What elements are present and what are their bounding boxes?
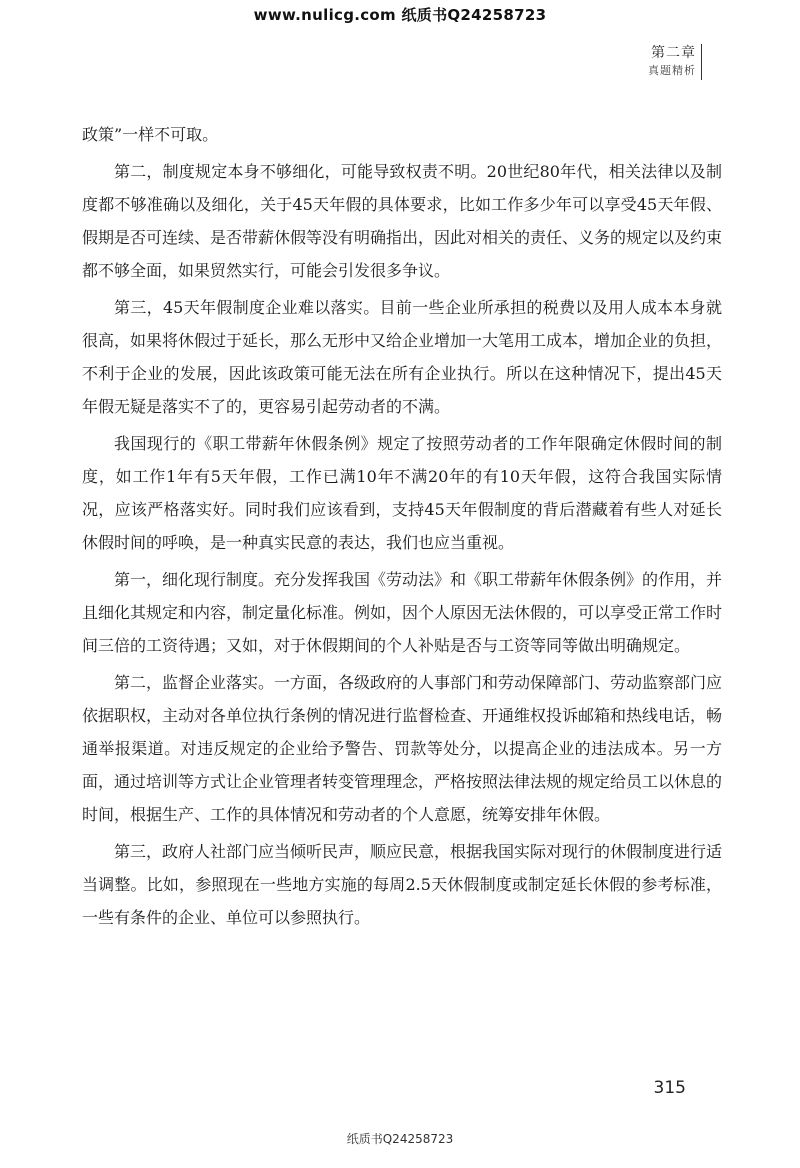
- paragraph: 我国现行的《职工带薪年休假条例》规定了按照劳动者的工作年限确定休假时间的制度，如工作1年有5天年假，工作已满10年不满20年的有10天年假，这符合我国实际情况，应该严格落实好。同时我们应该看到，支持45天年假制度的背后潜藏着有些人对延长休假时间的呼唤，是一种真实民意的表达，我们也应当重视。: [82, 434, 722, 552]
- page-number: 315: [653, 1078, 686, 1098]
- chapter-label: 第二章: [651, 45, 696, 61]
- header-divider: [701, 44, 702, 80]
- paragraph: 第三，45天年假制度企业难以落实。目前一些企业所承担的税费以及用人成本本身就很高，如果将休假过于延长，那么无形中又给企业增加一大笔用工成本，增加企业的负担，不利于企业的发展，因此该政策可能无法在所有企业执行。所以在这种情况下，提出45天年假无疑是落实不了的，更容易引起劳动者的不满。: [82, 298, 723, 416]
- bottom-watermark: 纸质书Q24258723: [346, 1132, 454, 1146]
- top-watermark: www.nulicg.com 纸质书Q24258723: [253, 6, 547, 24]
- paragraph-continuation: 政策”一样不可取。: [82, 125, 219, 144]
- running-head: [648, 44, 696, 80]
- paragraph: 第一，细化现行制度。充分发挥我国《劳动法》和《职工带薪年休假条例》的作用，并且细化其规定和内容，制定量化标准。例如，因个人原因无法休假的，可以享受正常工作时间三倍的工资待遇；又如，对于休假期间的个人补贴是否与工资等同等做出明确规定。: [82, 570, 723, 655]
- body-text: [82, 118, 722, 934]
- paragraph: 第二，监督企业落实。一方面，各级政府的人事部门和劳动保障部门、劳动监察部门应依据职权，主动对各单位执行条例的情况进行监督检查、开通维权投诉邮箱和热线电话，畅通举报渠道。对违反规定的企业给予警告、罚款等处分，以提高企业的违法成本。另一方面，通过培训等方式让企业管理者转变管理理念，严格按照法律法规的规定给员工以休息的时间，根据生产、工作的具体情况和劳动者的个人意愿，统筹安排年休假。: [82, 673, 723, 824]
- paragraph: 第三，政府人社部门应当倾听民声，顺应民意，根据我国实际对现行的休假制度进行适当调整。比如，参照现在一些地方实施的每周2.5天休假制度或制定延长休假的参考标准，一些有条件的企业、单位可以参照执行。: [82, 842, 723, 927]
- paragraph: 第二，制度规定本身不够细化，可能导致权责不明。20世纪80年代，相关法律以及制度都不够准确以及细化，关于45天年假的具体要求，比如工作多少年可以享受45天年假、假期是否可连续、是否带薪休假等没有明确指出，因此对相关的责任、义务的规定以及约束都不够全面，如果贸然实行，可能会引发很多争议。: [82, 162, 723, 280]
- section-label: 真题精析: [648, 64, 696, 77]
